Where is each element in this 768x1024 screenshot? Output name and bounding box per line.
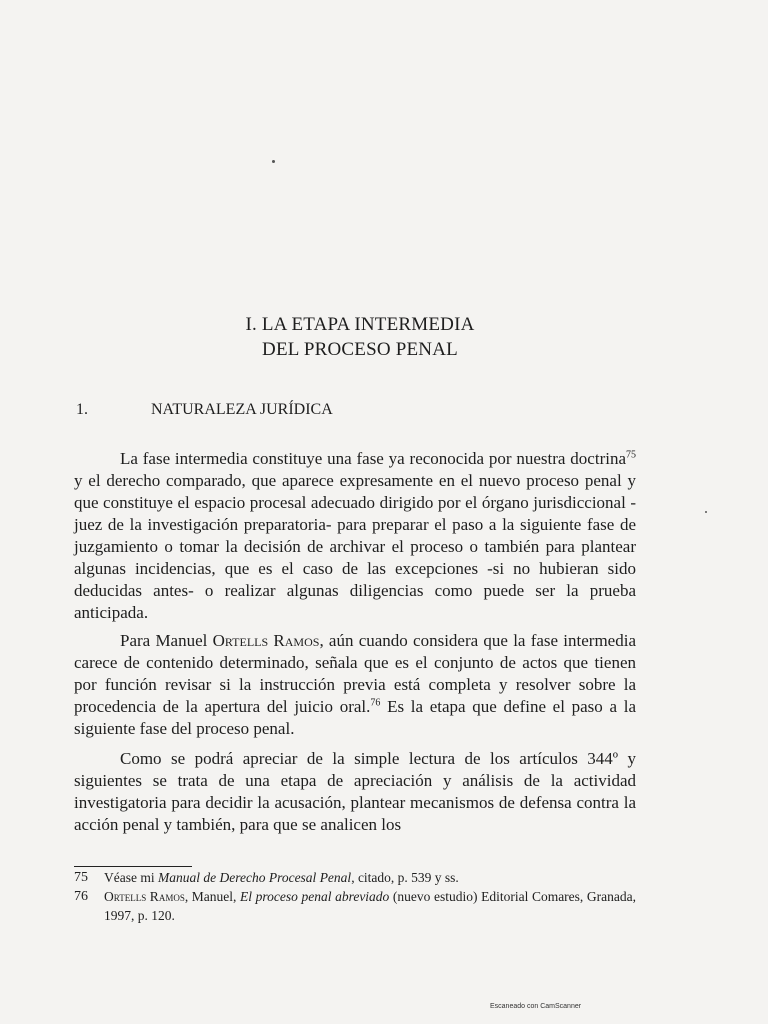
footnote-number: 75 [74,870,88,885]
chapter-title-line-1: I. LA ETAPA INTERMEDIA [245,314,475,335]
footnote-divider [74,866,192,867]
paragraph-1-text-b: y el derecho comparado, que aparece expresamente en el nuevo proceso penal y que constituye el espacio procesal adecuado dirigido por el órgano jurisdiccional -juez de la investigación preparatoria- para preparar el paso a la siguiente fase de juzgamiento o tomar la decisión de archivar el proceso o también para plantear algunas incidencias, que es el caso de las excepciones -si no hubieran sido deducidas antes- o realizar algunas diligencias como puede ser la prueba anticipada. [74,471,636,622]
paragraph-2-text-c: Es la etapa que define el paso a la siguiente fase del proceso penal. [74,697,636,738]
paragraph-2-text-a: Para Manuel [120,631,213,650]
section-heading [76,400,476,420]
paragraph-3-text: Como se podrá apreciar de la simple lectura de los artículos 344º y siguientes se trata de una etapa de apreciación y análisis de la actividad investigatoria para decidir la acusación, plantear mecanismos de defensa contra la acción penal y también, para que se analicen los [74,749,636,834]
footnote-ref-76: 76 [370,697,381,709]
scan-speck [272,160,275,163]
chapter-title [200,312,520,362]
paragraph-2-text-b: , aún cuando considera que la fase intermedia carece de contenido determinado, señala que es el conjunto de actos que tienen por función revisar si la instrucción previa está completa y resolver sobre la procedencia de la apertura del juicio oral. [74,631,636,716]
footnote-75 [74,868,636,887]
footnote-book-title: El proceso penal abreviado [240,889,390,904]
footnote-text: , citado, p. 539 y ss. [351,870,459,885]
footnote-text: , Manuel, [184,889,241,904]
paragraph-1 [74,448,636,624]
paragraph-2 [74,630,636,740]
paragraph-3 [74,748,636,836]
footnote-76 [74,887,636,925]
footnote-author: Ortells Ramos [104,889,185,904]
paragraph-2-author: Ortells Ramos [212,631,320,650]
section-number: 1. [76,401,88,418]
footnotes [74,868,636,925]
section-title: NATURALEZA JURÍDICA [151,401,333,418]
scanner-watermark: Escaneado con CamScanner [490,1003,582,1010]
chapter-title-line-2: DEL PROCESO PENAL [262,339,458,360]
footnote-text: (nuevo estudio) Editorial Comares, Granada, 1997, p. 120. [104,889,636,923]
paragraph-1-text-a: La fase intermedia constituye una fase ya reconocida por nuestra doctrina [120,449,626,468]
footnote-text: Véase mi [104,870,158,885]
footnote-ref-75: 75 [626,449,636,461]
scan-speck [705,511,707,513]
footnote-number: 76 [74,889,88,904]
footnote-book-title: Manual de Derecho Procesal Penal [157,870,352,885]
